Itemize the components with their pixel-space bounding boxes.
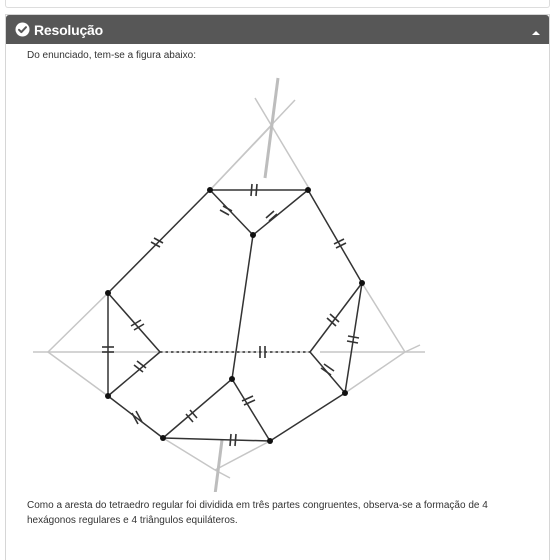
panel-title: Resolução — [34, 21, 103, 38]
resolution-panel-header[interactable] — [6, 15, 549, 44]
check-circle-icon — [15, 22, 30, 37]
truncated-tetrahedron-figure — [22, 62, 432, 492]
solid-edges — [108, 190, 362, 441]
caret-up-icon[interactable] — [531, 25, 541, 35]
conclusion-text: Como a aresta do tetraedro regular foi dividida em três partes congruentes, observa-se a formação de 4 hexágonos regulares e 4 triângulos equiláteros. — [27, 500, 488, 526]
congruence-ticks — [102, 184, 359, 446]
previous-panel-edge — [5, 0, 550, 8]
construction-lines — [33, 98, 425, 478]
intro-text: Do enunciado, tem-se a figura abaixo: — [27, 50, 196, 61]
